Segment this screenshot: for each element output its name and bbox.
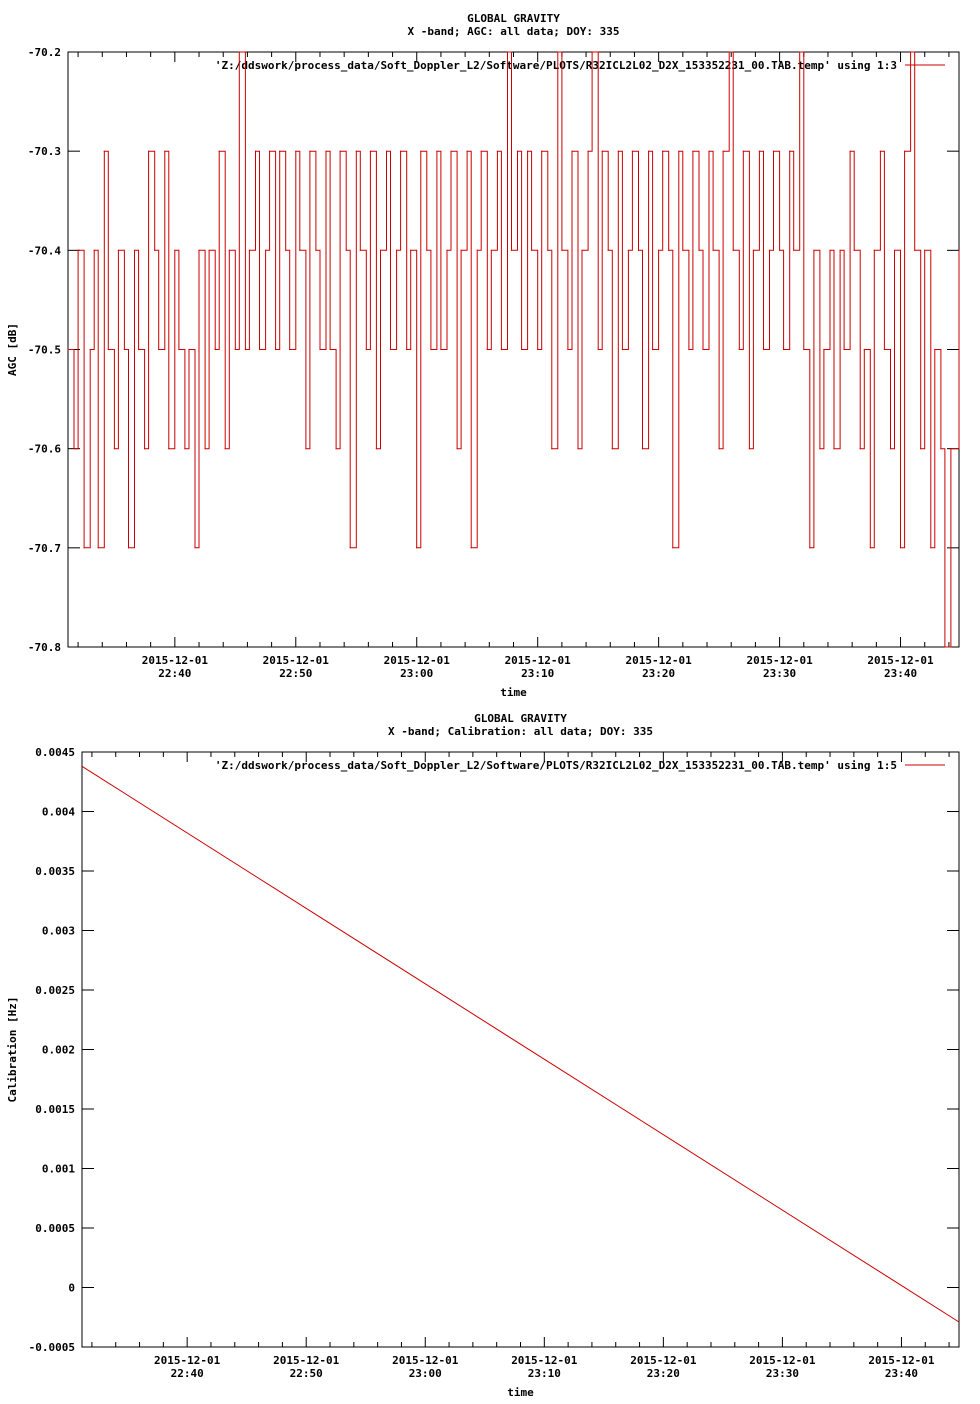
data-point <box>436 151 437 152</box>
data-point <box>67 349 68 350</box>
data-point <box>511 250 512 251</box>
x-tick-date-label: 2015-12-01 <box>749 1354 816 1367</box>
x-tick-date-label: 2015-12-01 <box>262 654 329 667</box>
data-point <box>249 250 250 251</box>
data-point <box>547 250 548 251</box>
x-tick-date-label: 2015-12-01 <box>868 1354 935 1367</box>
data-point <box>94 250 95 251</box>
data-point <box>104 151 105 152</box>
data-point <box>813 250 814 251</box>
data-point <box>340 151 341 152</box>
data-point <box>330 349 331 350</box>
data-point <box>874 250 875 251</box>
data-point <box>299 250 300 251</box>
data-point <box>934 349 935 350</box>
data-point <box>904 151 905 152</box>
data-point <box>638 250 639 251</box>
data-point <box>551 448 552 449</box>
data-point <box>73 448 74 449</box>
data-point <box>713 250 714 251</box>
data-point <box>612 448 613 449</box>
y-tick-label: 0.003 <box>41 924 75 938</box>
x-tick-label: 22:50 <box>289 1367 323 1380</box>
data-point <box>763 349 764 350</box>
data-point <box>396 250 397 251</box>
data-point <box>194 547 195 548</box>
y-tick-label: -0.0005 <box>28 1341 75 1354</box>
data-point <box>608 250 609 251</box>
data-point <box>672 547 673 548</box>
x-tick-label: 23:00 <box>408 1367 442 1380</box>
data-point <box>430 349 431 350</box>
data-point <box>90 349 91 350</box>
data-point <box>184 448 185 449</box>
data-point <box>890 448 891 449</box>
data-point <box>400 151 401 152</box>
x-tick-label: 23:30 <box>763 667 797 680</box>
x-tick-date-label: 2015-12-01 <box>746 654 813 667</box>
y-tick-label: 0.0005 <box>35 1222 75 1235</box>
data-point <box>255 151 256 152</box>
data-point <box>269 151 270 152</box>
x-axis-label: time <box>500 686 527 699</box>
data-point <box>346 250 347 251</box>
data-point <box>864 349 865 350</box>
data-point <box>779 250 780 251</box>
y-tick-label: 0.0035 <box>35 865 75 878</box>
x-tick-date-label: 2015-12-01 <box>154 1354 221 1367</box>
data-point <box>759 151 760 152</box>
data-point <box>426 250 427 251</box>
data-point <box>844 349 845 350</box>
data-point <box>719 448 720 449</box>
data-point <box>386 151 387 152</box>
x-tick-label: 22:40 <box>170 1367 204 1380</box>
data-point <box>854 250 855 251</box>
x-tick-date-label: 2015-12-01 <box>273 1354 340 1367</box>
data-point <box>138 349 139 350</box>
data-point <box>577 448 578 449</box>
data-point <box>289 349 290 350</box>
data-point <box>769 250 770 251</box>
x-tick-label: 23:40 <box>884 1367 919 1380</box>
data-point <box>124 349 125 350</box>
x-tick-label: 23:30 <box>765 1367 799 1380</box>
data-point <box>598 349 599 350</box>
data-point <box>944 646 945 647</box>
data-point <box>239 51 240 52</box>
data-point <box>406 349 407 350</box>
data-point <box>793 250 794 251</box>
data-point <box>491 250 492 251</box>
x-tick-date-label: 2015-12-01 <box>867 654 934 667</box>
data-point <box>860 448 861 449</box>
data-point <box>829 250 830 251</box>
data-point <box>229 250 230 251</box>
data-point <box>658 250 659 251</box>
y-tick-label: 0.0025 <box>35 984 75 997</box>
chart-subtitle: X -band; Calibration: all data; DOY: 335 <box>388 725 653 738</box>
data-point <box>178 349 179 350</box>
data-point <box>148 151 149 152</box>
data-point <box>708 151 709 152</box>
data-point <box>692 151 693 152</box>
data-point <box>477 250 478 251</box>
data-point <box>930 547 931 548</box>
data-point <box>319 349 320 350</box>
data-point <box>501 349 502 350</box>
y-tick-label: 0.0015 <box>35 1103 75 1116</box>
y-tick-label: -70.2 <box>27 46 61 59</box>
data-point <box>819 448 820 449</box>
data-point <box>688 349 689 350</box>
data-point <box>880 151 881 152</box>
data-point <box>507 51 508 52</box>
data-point <box>219 151 220 152</box>
chart-title: GLOBAL GRAVITY <box>474 712 567 725</box>
data-point <box>450 151 451 152</box>
data-point <box>108 349 109 350</box>
x-tick-label: 23:40 <box>883 667 918 680</box>
data-point <box>648 151 649 152</box>
data-point <box>809 547 810 548</box>
data-point <box>592 51 593 52</box>
x-tick-label: 22:50 <box>279 667 313 680</box>
data-point <box>567 349 568 350</box>
data-point <box>467 151 468 152</box>
data-point <box>205 448 206 449</box>
data-point <box>128 547 129 548</box>
data-point <box>497 151 498 152</box>
data-point <box>799 51 800 52</box>
data-point <box>517 151 518 152</box>
x-tick-date-label: 2015-12-01 <box>383 654 450 667</box>
y-tick-label: 0 <box>68 1281 75 1295</box>
data-point <box>457 448 458 449</box>
y-tick-label: 0.001 <box>41 1162 75 1176</box>
y-tick-label: 0.002 <box>41 1043 75 1057</box>
data-point <box>350 547 351 548</box>
data-point <box>144 448 145 449</box>
data-point <box>789 151 790 152</box>
series-line <box>82 766 959 1322</box>
data-point <box>531 250 532 251</box>
x-tick-date-label: 2015-12-01 <box>141 654 208 667</box>
data-point <box>134 250 135 251</box>
data-point <box>668 250 669 251</box>
data-point <box>541 151 542 152</box>
y-tick-label: -70.6 <box>27 442 61 456</box>
x-tick-label: 22:40 <box>158 667 192 680</box>
data-point <box>622 349 623 350</box>
data-point <box>537 349 538 350</box>
data-point <box>662 151 663 152</box>
data-point <box>446 250 447 251</box>
y-axis-label: Calibration [Hz] <box>6 996 19 1103</box>
y-tick-label: -70.8 <box>27 641 61 654</box>
data-point <box>118 250 119 251</box>
y-tick-label: 0.004 <box>41 805 75 819</box>
data-point <box>376 448 377 449</box>
data-point <box>235 349 236 350</box>
data-point <box>114 448 115 449</box>
data-point <box>910 51 911 52</box>
data-point <box>295 151 296 152</box>
data-point <box>309 151 310 152</box>
data-point <box>440 349 441 350</box>
chart-subtitle: X -band; AGC: all data; DOY: 335 <box>407 25 620 38</box>
data-point <box>154 250 155 251</box>
data-point <box>652 349 653 350</box>
data-point <box>366 349 367 350</box>
data-point <box>850 151 851 152</box>
data-point <box>884 349 885 350</box>
data-point <box>924 250 925 251</box>
x-tick-date-label: 2015-12-01 <box>511 1354 578 1367</box>
data-point <box>380 250 381 251</box>
data-point <box>279 151 280 152</box>
data-point <box>305 448 306 449</box>
data-point <box>823 349 824 350</box>
data-point <box>78 250 79 251</box>
data-point <box>198 250 199 251</box>
y-tick-label: -70.4 <box>27 244 61 258</box>
y-axis-label: AGC [dB] <box>6 323 19 376</box>
data-point <box>749 448 750 449</box>
data-point <box>188 349 189 350</box>
data-point <box>98 547 99 548</box>
data-point <box>729 51 730 52</box>
x-tick-label: 23:20 <box>646 1367 680 1380</box>
data-point <box>174 250 175 251</box>
data-point <box>894 250 895 251</box>
plot-frame <box>82 752 959 1347</box>
data-point <box>743 151 744 152</box>
data-point <box>285 250 286 251</box>
data-point <box>487 349 488 350</box>
data-point <box>471 547 472 548</box>
data-point <box>158 349 159 350</box>
data-point <box>870 547 871 548</box>
data-point <box>900 547 901 548</box>
data-point <box>698 250 699 251</box>
data-point <box>803 349 804 350</box>
data-point <box>678 151 679 152</box>
x-tick-label: 23:20 <box>642 667 676 680</box>
data-point <box>840 250 841 251</box>
data-point <box>225 448 226 449</box>
x-tick-date-label: 2015-12-01 <box>504 654 571 667</box>
data-point <box>416 547 417 548</box>
data-point <box>557 51 558 52</box>
data-point <box>561 250 562 251</box>
data-point <box>588 151 589 152</box>
data-point <box>723 151 724 152</box>
data-point <box>336 448 337 449</box>
data-point <box>164 151 165 152</box>
data-point <box>753 250 754 251</box>
legend-label: 'Z:/ddswork/process_data/Soft_Doppler_L2/Software/PLOTS/R32ICL2L02_D2X_153352231_00.TAB.temp' using 1:3 <box>214 59 897 72</box>
series-line <box>68 52 959 647</box>
data-point <box>950 448 951 449</box>
data-point <box>632 151 633 152</box>
data-point <box>581 250 582 251</box>
data-point <box>682 250 683 251</box>
data-point <box>360 250 361 251</box>
data-point <box>215 349 216 350</box>
x-tick-date-label: 2015-12-01 <box>625 654 692 667</box>
data-point <box>571 151 572 152</box>
data-point <box>84 547 85 548</box>
y-tick-label: -70.3 <box>27 145 61 159</box>
data-point <box>833 448 834 449</box>
x-tick-date-label: 2015-12-01 <box>392 1354 459 1367</box>
data-point <box>481 151 482 152</box>
data-point <box>265 250 266 251</box>
data-point <box>325 151 326 152</box>
x-tick-label: 23:10 <box>527 1367 561 1380</box>
data-point <box>628 250 629 251</box>
data-point <box>783 349 784 350</box>
x-tick-date-label: 2015-12-01 <box>630 1354 697 1367</box>
data-point <box>618 151 619 152</box>
data-point <box>356 151 357 152</box>
data-point <box>527 151 528 152</box>
y-tick-label: 0.0045 <box>35 746 75 759</box>
data-point <box>773 151 774 152</box>
x-tick-label: 23:00 <box>400 667 434 680</box>
data-point <box>642 448 643 449</box>
data-point <box>245 349 246 350</box>
data-point <box>733 250 734 251</box>
data-point <box>390 349 391 350</box>
data-point <box>315 250 316 251</box>
y-tick-label: -70.5 <box>27 343 61 357</box>
data-point <box>209 250 210 251</box>
x-tick-label: 23:10 <box>521 667 555 680</box>
chart-title: GLOBAL GRAVITY <box>467 12 560 25</box>
data-point <box>739 349 740 350</box>
data-point <box>702 349 703 350</box>
x-axis-label: time <box>507 1386 534 1399</box>
data-point <box>461 250 462 251</box>
data-point <box>259 349 260 350</box>
data-point <box>920 448 921 449</box>
data-point <box>940 448 941 449</box>
data-point <box>521 349 522 350</box>
data-point <box>914 250 915 251</box>
data-point <box>410 250 411 251</box>
legend-label: 'Z:/ddswork/process_data/Soft_Doppler_L2/Software/PLOTS/R32ICL2L02_D2X_153352231_00.TAB.temp' using 1:5 <box>214 759 897 772</box>
y-tick-label: -70.7 <box>27 541 61 555</box>
data-point <box>958 250 959 251</box>
data-point <box>420 151 421 152</box>
data-point <box>602 151 603 152</box>
data-point <box>168 448 169 449</box>
data-point <box>275 349 276 350</box>
data-point <box>370 151 371 152</box>
